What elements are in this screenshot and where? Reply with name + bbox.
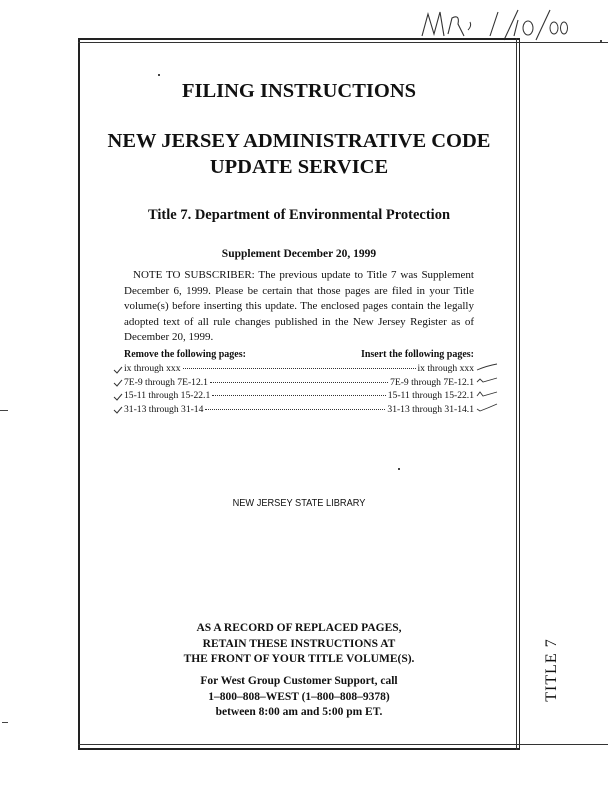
record-line3: THE FRONT OF YOUR TITLE VOLUME(S).	[183, 653, 415, 665]
page-row	[124, 377, 474, 391]
handwritten-check-icon	[113, 392, 123, 402]
handwritten-check-icon	[113, 365, 123, 375]
page-row	[124, 404, 474, 418]
code-title-line1: NEW JERSEY ADMINISTRATIVE CODE	[107, 130, 491, 152]
remove-pages: 15-11 through 15-22.1	[124, 390, 211, 401]
handwritten-tick-icon	[476, 390, 498, 400]
support-line1: For West Group Customer Support, call	[200, 675, 398, 687]
record-line1: AS A RECORD OF REPLACED PAGES,	[196, 622, 402, 634]
handwritten-tick-icon	[476, 363, 498, 373]
page-title: FILING INSTRUCTIONS	[181, 80, 417, 102]
page-list	[124, 363, 474, 417]
scan-speck	[398, 468, 400, 470]
bottom-rule	[78, 744, 608, 745]
insert-pages: 15-11 through 15-22.1	[387, 390, 474, 401]
scan-speck	[0, 410, 8, 411]
insert-header: Insert the following pages:	[360, 349, 474, 360]
title-subtitle: Title 7. Department of Environmental Protection	[147, 207, 451, 223]
scan-speck	[600, 40, 602, 42]
insert-pages: 7E-9 through 7E-12.1	[390, 376, 474, 388]
remove-pages: ix through xxx	[124, 363, 181, 374]
code-title-line2: UPDATE SERVICE	[209, 156, 389, 178]
handwritten-tick-icon	[476, 403, 498, 413]
support-hours: between 8:00 am and 5:00 pm ET.	[215, 706, 383, 718]
code-title	[80, 128, 518, 180]
insert-pages: 31-13 through 31-14.1	[387, 403, 474, 415]
remove-header: Remove the following pages:	[124, 349, 246, 360]
record-instructions	[80, 621, 518, 668]
insert-pages: ix through xxx	[417, 363, 474, 374]
handwritten-check-icon	[113, 405, 123, 415]
handwritten-check-icon	[113, 378, 123, 388]
handwritten-tick-icon	[476, 376, 498, 386]
page-row	[124, 390, 474, 404]
record-line2: RETAIN THESE INSTRUCTIONS AT	[202, 637, 396, 650]
dot-leader	[183, 368, 416, 369]
dot-leader	[210, 382, 388, 383]
support-phone: 1–800–808–WEST (1–800–808–9378)	[208, 690, 390, 703]
supplement-date: Supplement December 20, 1999	[221, 248, 377, 260]
scan-speck	[158, 74, 160, 76]
page-row	[124, 363, 474, 377]
dot-leader	[205, 409, 385, 410]
remove-pages: 31-13 through 31-14	[124, 403, 204, 415]
tab-label: TITLE 7	[543, 638, 560, 702]
remove-pages: 7E-9 through 7E-12.1	[124, 376, 208, 388]
dot-leader	[212, 395, 386, 396]
customer-support	[80, 674, 518, 721]
scan-speck	[2, 722, 8, 723]
subscriber-note: NOTE TO SUBSCRIBER: The previous update to Title 7 was Supplement December 6, 1999. Please be certain that those pages are filed in your Title volume(s) before inserting this update. The enclosed pages contain the legally adopted text of all rule changes published in the New Jersey Register as of December 20, 1999.	[124, 269, 474, 343]
library-stamp: NEW JERSEY STATE LIBRARY	[232, 497, 366, 509]
